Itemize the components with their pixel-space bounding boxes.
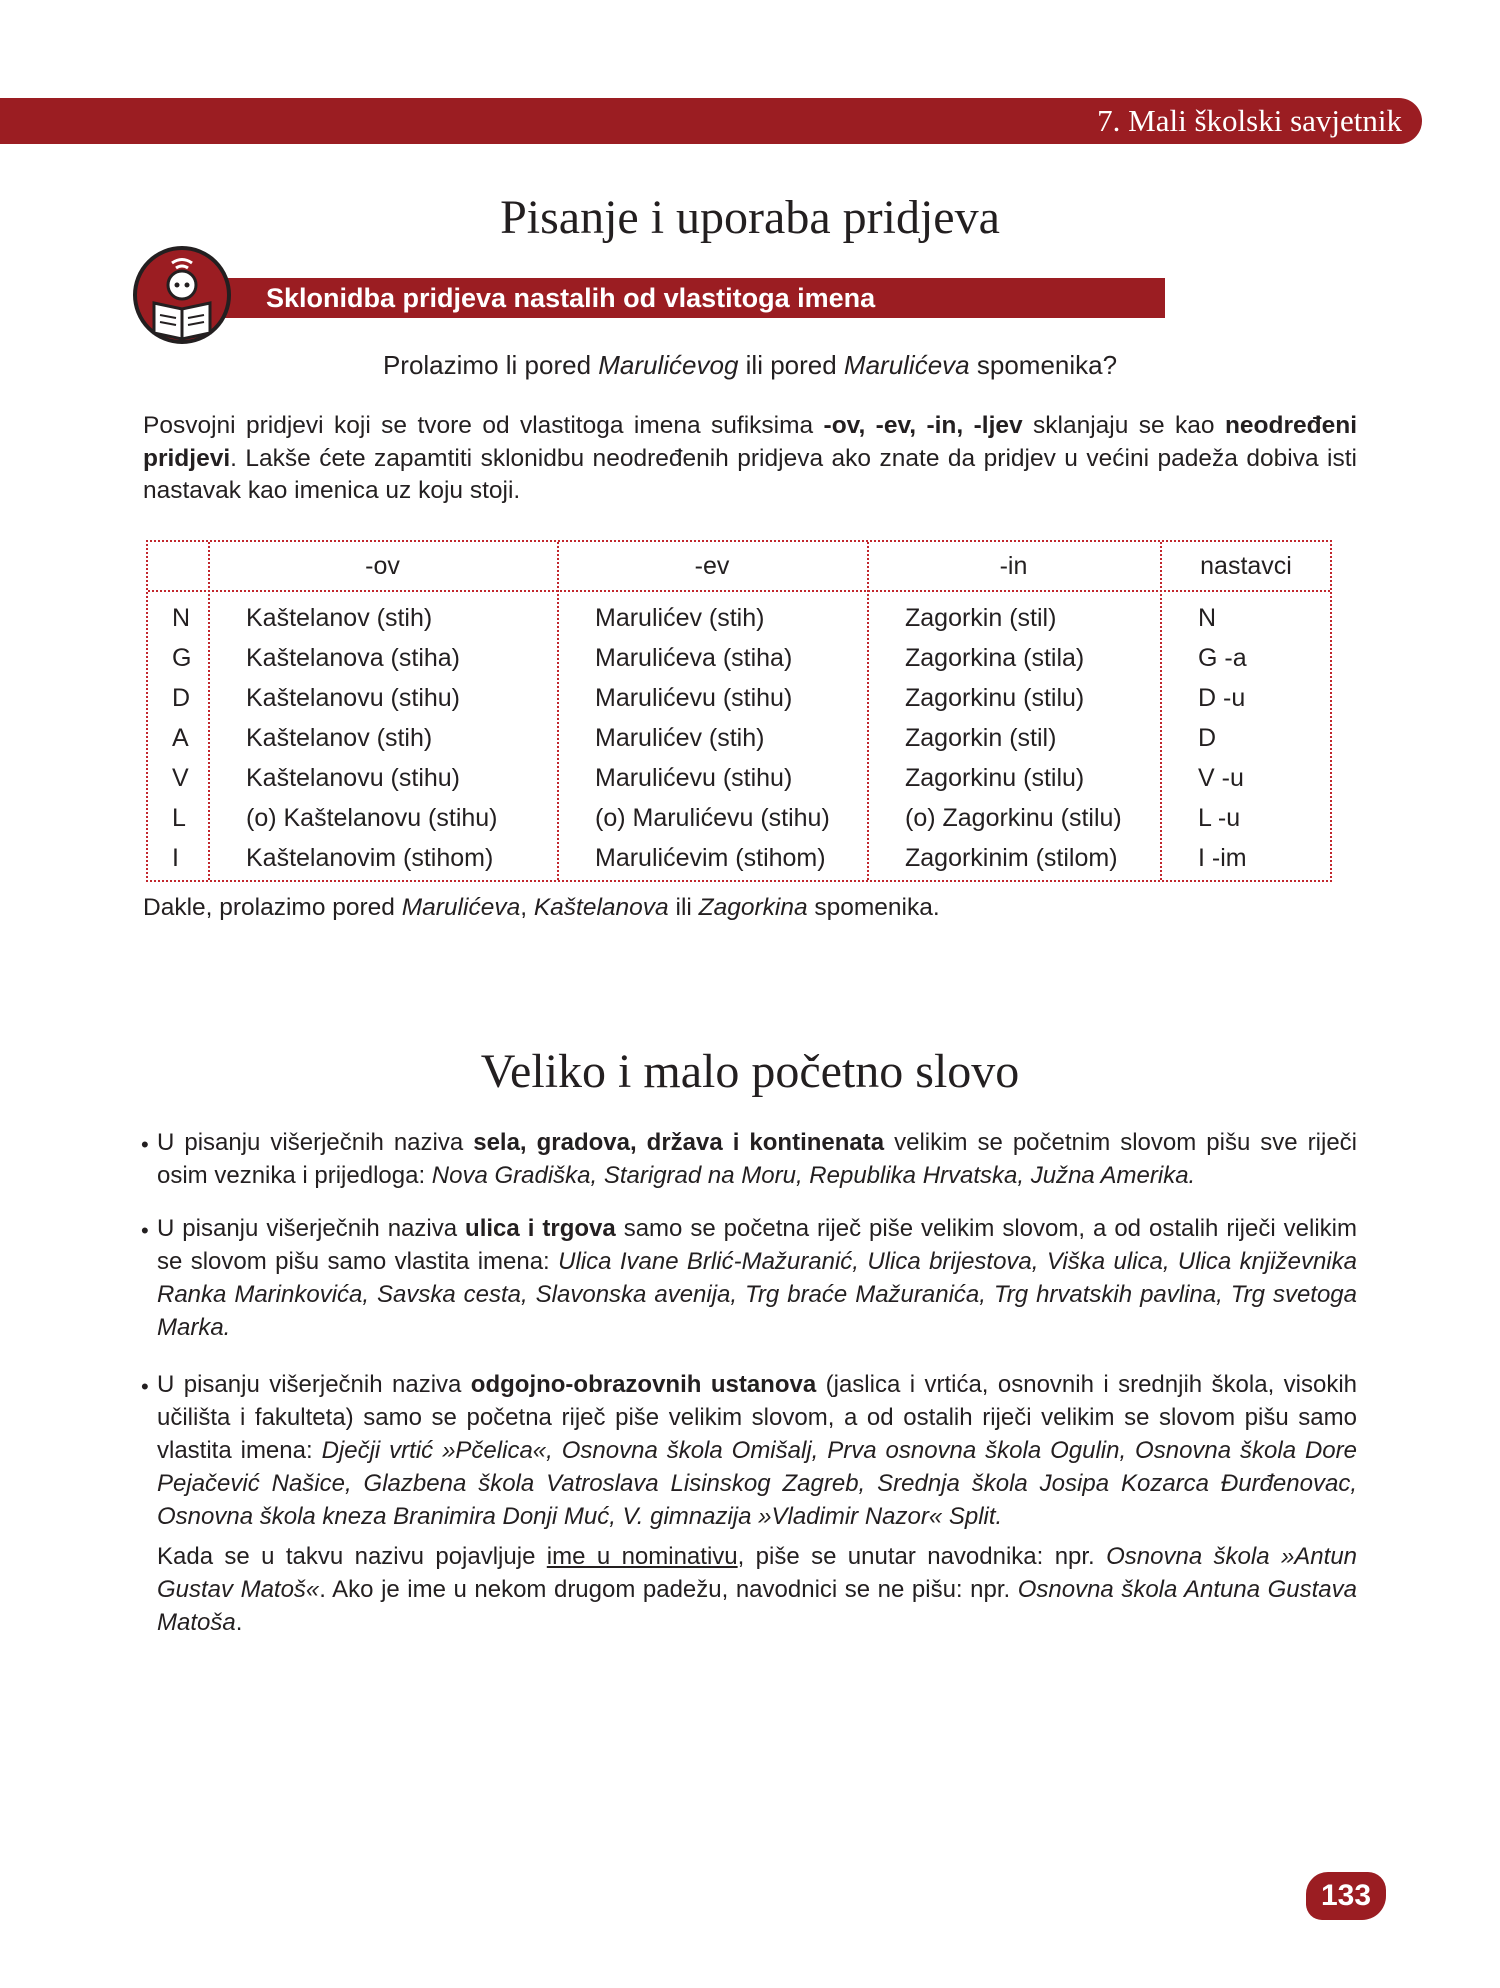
conclusion-text: spomenika. xyxy=(807,894,940,921)
intro-text: . Lakše ćete zapamtiti sklonidbu neodređenih pridjeva ako znate da pridjev u većini padeža dobiva isti nastavak kao imenica uz koju stoji. xyxy=(143,444,1357,504)
table-header-endings: nastavci xyxy=(1200,552,1292,580)
section-title-adjectives: Pisanje i uporaba pridjeva xyxy=(500,191,1000,244)
table-cell: Marulićevu (stihu) xyxy=(595,684,793,712)
conclusion-text: Dakle, prolazimo pored xyxy=(143,894,402,921)
bullet-item-streets xyxy=(157,1212,1357,1344)
ending-cell: V -u xyxy=(1198,764,1244,792)
case-label: V xyxy=(172,764,189,792)
conclusion-italic: Marulićeva xyxy=(401,894,521,921)
table-column-divider xyxy=(208,542,210,880)
table-column-divider xyxy=(867,542,869,880)
bullet-text: samo se početna riječ piše velikim slovom, a od ostalih riječi velikim se slovom pišu samo vlastita imena: xyxy=(157,1215,1358,1275)
table-cell: Kaštelanov (stih) xyxy=(246,604,433,632)
bullet-bold: sela, gradova, država i kontinenata xyxy=(473,1129,885,1156)
subtitle-bar xyxy=(200,278,1165,318)
table-header-ev: -ev xyxy=(694,552,730,580)
question-line xyxy=(0,350,1500,381)
bullet-text: U pisanju višerječnih naziva xyxy=(157,1215,466,1242)
bullet-text: velikim se početnim slovom pišu sve riječi osim veznika i prijedloga: xyxy=(157,1129,1358,1189)
quotation-note xyxy=(157,1540,1357,1639)
conclusion-italic: Zagorkina xyxy=(698,894,808,921)
chapter-header-bar xyxy=(0,98,1422,144)
question-text: Prolazimo li pored xyxy=(382,350,599,380)
table-cell: Marulićevim (stihom) xyxy=(595,844,826,872)
bullet-bold: ulica i trgova xyxy=(465,1215,616,1242)
intro-suffixes: -ov, -ev, -in, -ljev xyxy=(823,412,1023,439)
declension-table xyxy=(146,540,1332,882)
intro-bold-term: neodređeni pridjevi xyxy=(143,412,1357,472)
intro-text: Posvojni pridjevi koji se tvore od vlastitoga imena sufiksima xyxy=(143,412,824,439)
ending-cell: G -a xyxy=(1198,644,1247,672)
ending-cell: D -u xyxy=(1198,684,1246,712)
question-italic: Marulićeva xyxy=(843,350,970,380)
table-column-divider xyxy=(557,542,559,880)
ending-cell: I -im xyxy=(1198,844,1247,872)
note-text: , piše se unutar navodnika: npr. xyxy=(737,1543,1107,1570)
intro-paragraph xyxy=(143,410,1357,508)
note-example: Osnovna škola Antuna Gustava Matoša xyxy=(157,1576,1357,1636)
table-cell: Marulićev (stih) xyxy=(595,604,765,632)
table-cell: (o) Kaštelanovu (stihu) xyxy=(246,804,498,832)
case-label: I xyxy=(172,844,179,872)
table-cell: Marulićevu (stihu) xyxy=(595,764,793,792)
conclusion-text: ili xyxy=(668,894,699,921)
table-cell: Zagorkin (stil) xyxy=(905,604,1057,632)
table-cell: Zagorkin (stil) xyxy=(905,724,1057,752)
section-title-capitalization: Veliko i malo početno slovo xyxy=(480,1045,1020,1098)
bullet-text: (jaslica i vrtića, osnovnih i srednjih škola, visokih učilišta i fakulteta) samo se početna riječ piše velikim slovom, a od ostalih riječi velikim se slovom pišu samo vlastita imena: xyxy=(157,1371,1358,1464)
table-cell: Zagorkinim (stilom) xyxy=(905,844,1118,872)
ending-cell: N xyxy=(1198,604,1217,632)
bullet-examples: Nova Gradiška, Starigrad na Moru, Republika Hrvatska, Južna Amerika. xyxy=(431,1162,1196,1189)
question-text: spomenika? xyxy=(969,350,1118,380)
subtitle-text: Sklonidba pridjeva nastalih od vlastitoga imena xyxy=(266,283,876,313)
note-underlined: ime u nominativu xyxy=(546,1543,738,1570)
table-cell: Marulićev (stih) xyxy=(595,724,765,752)
table-cell: Kaštelanova (stiha) xyxy=(246,644,461,672)
table-cell: Zagorkinu (stilu) xyxy=(905,684,1085,712)
conclusion-text: , xyxy=(520,894,534,921)
table-cell: Zagorkinu (stilu) xyxy=(905,764,1085,792)
table-cell: Kaštelanovim (stihom) xyxy=(246,844,494,872)
table-header-divider xyxy=(148,590,1330,592)
table-cell: Marulićeva (stiha) xyxy=(595,644,793,672)
table-header-in: -in xyxy=(999,552,1028,580)
bullet-item-settlements xyxy=(157,1126,1357,1192)
chapter-title: 7. Mali školski savjetnik xyxy=(1097,103,1402,138)
note-text: Kada se u takvu nazivu pojavljuje xyxy=(157,1543,547,1570)
question-italic: Marulićevog xyxy=(598,350,739,380)
conclusion-italic: Kaštelanova xyxy=(533,894,669,921)
bullet-text: U pisanju višerječnih naziva xyxy=(157,1371,471,1398)
table-column-divider xyxy=(1160,542,1162,880)
bullet-examples: Ulica Ivane Brlić-Mažuranić, Ulica brijestova, Viška ulica, Ulica književnika Ranka Marinkovića, Savska cesta, Slavonska avenija, Trg braće Mažuranića, Trg hrvatskih pavlina, Trg svetoga Marka. xyxy=(157,1248,1357,1341)
table-cell: Zagorkina (stila) xyxy=(905,644,1085,672)
ending-cell: L -u xyxy=(1198,804,1241,832)
table-cell: (o) Zagorkinu (stilu) xyxy=(905,804,1122,832)
note-example: Osnovna škola »Antun Gustav Matoš« xyxy=(157,1543,1358,1603)
case-label: G xyxy=(172,644,192,672)
ending-cell: D xyxy=(1198,724,1217,752)
case-label: D xyxy=(172,684,191,712)
note-text: . Ako je ime u nekom drugom padežu, navodnici se ne pišu: npr. xyxy=(319,1576,1018,1603)
question-text: ili pored xyxy=(738,350,844,380)
page-number-badge: 133 xyxy=(1306,1872,1386,1920)
intro-text: sklanjaju se kao xyxy=(1022,412,1225,439)
case-label: A xyxy=(172,724,189,752)
table-cell: Kaštelanov (stih) xyxy=(246,724,433,752)
case-label: N xyxy=(172,604,191,632)
reader-icon xyxy=(132,245,232,345)
bullet-item-schools xyxy=(157,1368,1357,1533)
table-cell: Kaštelanovu (stihu) xyxy=(246,764,461,792)
bullet-examples: Dječji vrtić »Pčelica«, Osnovna škola Omišalj, Prva osnovna škola Ogulin, Osnovna škola Dore Pejačević Našice, Glazbena škola Vatroslava Lisinskog Zagreb, Srednja škola Josipa Kozarca Đurđenovac, Osnovna škola kneza Branimira Donji Muć, V. gimnazija »Vladimir Nazor« Split. xyxy=(157,1437,1357,1530)
bullet-marker: • xyxy=(141,1218,149,1243)
case-label: L xyxy=(172,804,186,832)
table-cell: (o) Marulićevu (stihu) xyxy=(595,804,830,832)
note-text: . xyxy=(235,1609,243,1636)
table-header-ov: -ov xyxy=(365,552,400,580)
conclusion-line xyxy=(143,892,1357,925)
bullet-marker: • xyxy=(141,1132,149,1157)
bullet-text: U pisanju višerječnih naziva xyxy=(157,1129,474,1156)
table-cell: Kaštelanovu (stihu) xyxy=(246,684,461,712)
bullet-marker: • xyxy=(141,1374,149,1399)
bullet-bold: odgojno-obrazovnih ustanova xyxy=(470,1371,817,1398)
